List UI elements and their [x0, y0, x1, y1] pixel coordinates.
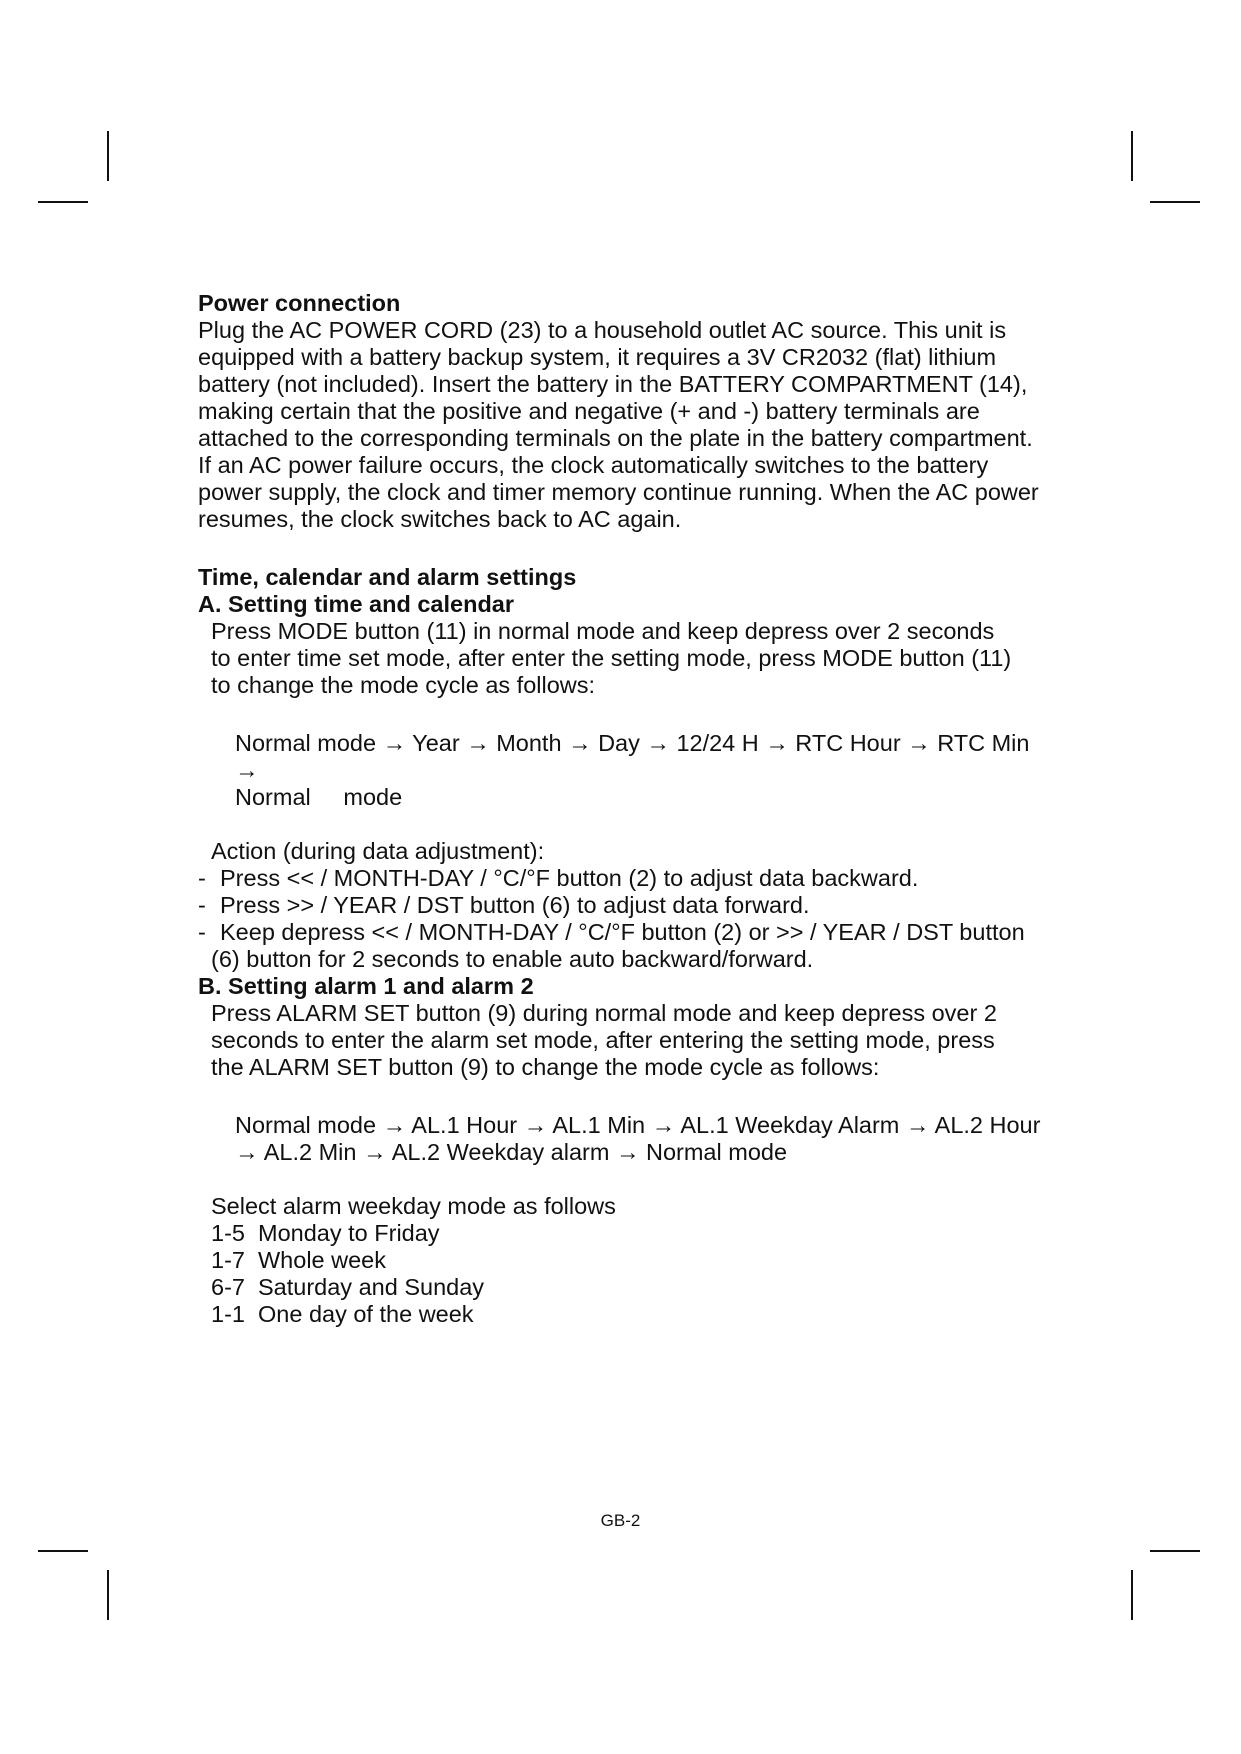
crop-mark-top-right-vertical	[1131, 131, 1133, 181]
section-b-heading: B. Setting alarm 1 and alarm 2	[198, 973, 534, 999]
power-connection-heading: Power connection	[198, 290, 401, 316]
dash-bullet: -	[198, 892, 206, 918]
section-b-line: Press ALARM SET button (9) during normal mode and keep depress over 2	[211, 1000, 997, 1026]
action-text: Press << / MONTH-DAY / °C/°F button (2) to adjust data backward.	[220, 865, 919, 891]
power-line: If an AC power failure occurs, the clock automatically switches to the battery	[198, 452, 989, 478]
weekday-option	[211, 1274, 1058, 1301]
section-b-line: the ALARM SET button (9) to change the mode cycle as follows:	[211, 1054, 880, 1080]
weekday-description: One day of the week	[258, 1301, 474, 1327]
crop-mark-bottom-left-vertical	[107, 1570, 109, 1620]
weekday-description: Whole week	[258, 1247, 386, 1273]
crop-mark-top-right-horizontal	[1150, 201, 1200, 203]
crop-mark-bottom-right-vertical	[1131, 1570, 1133, 1620]
action-item	[198, 919, 1058, 973]
crop-mark-top-left-horizontal	[38, 201, 88, 203]
manual-content	[198, 290, 1058, 1328]
weekday-code: 1-5	[211, 1220, 245, 1246]
time-mode-cycle-line: Normal mode	[235, 784, 403, 810]
weekday-code: 1-1	[211, 1301, 245, 1327]
action-text: Keep depress << / MONTH-DAY / °C/°F button (2) or >> / YEAR / DST button	[220, 919, 1025, 945]
dash-bullet: -	[198, 919, 206, 945]
action-text-continuation: (6) button for 2 seconds to enable auto backward/forward.	[211, 946, 814, 972]
alarm-mode-cycle-line: Normal mode → AL.1 Hour → AL.1 Min → AL.1 Weekday Alarm → AL.2 Hour	[235, 1112, 1041, 1138]
crop-mark-bottom-left-horizontal	[38, 1550, 88, 1552]
dash-bullet: -	[198, 865, 206, 891]
power-line: Plug the AC POWER CORD (23) to a household outlet AC source. This unit is	[198, 317, 1007, 343]
power-line: making certain that the positive and negative (+ and -) battery terminals are	[198, 398, 980, 424]
page-number: GB-2	[600, 1511, 641, 1530]
weekday-option	[211, 1301, 1058, 1328]
crop-mark-top-left-vertical	[107, 131, 109, 181]
weekday-option	[211, 1247, 1058, 1274]
crop-mark-bottom-right-horizontal	[1150, 1550, 1200, 1552]
weekday-code: 1-7	[211, 1247, 245, 1273]
weekday-description: Saturday and Sunday	[258, 1274, 485, 1300]
time-mode-cycle-line: Normal mode → Year → Month → Day → 12/24 H → RTC Hour → RTC Min →	[235, 730, 1030, 783]
power-line: battery (not included). Insert the battery in the BATTERY COMPARTMENT (14),	[198, 371, 1028, 397]
power-line: equipped with a battery backup system, it requires a 3V CR2032 (flat) lithium	[198, 344, 997, 370]
section-a-line: Press MODE button (11) in normal mode and keep depress over 2 seconds	[211, 618, 995, 644]
section-a-line: to enter time set mode, after enter the setting mode, press MODE button (11)	[211, 645, 1012, 671]
settings-heading: Time, calendar and alarm settings	[198, 564, 577, 590]
power-connection-section	[198, 290, 1058, 533]
alarm-mode-cycle-line: → AL.2 Min → AL.2 Weekday alarm → Normal mode	[235, 1139, 788, 1165]
weekday-code: 6-7	[211, 1274, 245, 1300]
power-line: attached to the corresponding terminals on the plate in the battery compartment.	[198, 425, 1033, 451]
weekday-description: Monday to Friday	[258, 1220, 440, 1246]
action-text: Press >> / YEAR / DST button (6) to adjust data forward.	[220, 892, 810, 918]
section-a-heading: A. Setting time and calendar	[198, 591, 515, 617]
section-a	[198, 591, 1058, 973]
power-line: power supply, the clock and timer memory continue running. When the AC power	[198, 479, 1039, 505]
weekday-label: Select alarm weekday mode as follows	[211, 1193, 616, 1219]
weekday-option	[211, 1220, 1058, 1247]
action-item	[198, 892, 1058, 919]
section-b-line: seconds to enter the alarm set mode, after entering the setting mode, press	[211, 1027, 995, 1053]
action-item	[198, 865, 1058, 892]
settings-section	[198, 564, 1058, 1328]
action-label: Action (during data adjustment):	[211, 838, 545, 864]
section-b	[198, 973, 1058, 1328]
section-a-line: to change the mode cycle as follows:	[211, 672, 596, 698]
power-line: resumes, the clock switches back to AC again.	[198, 506, 682, 532]
